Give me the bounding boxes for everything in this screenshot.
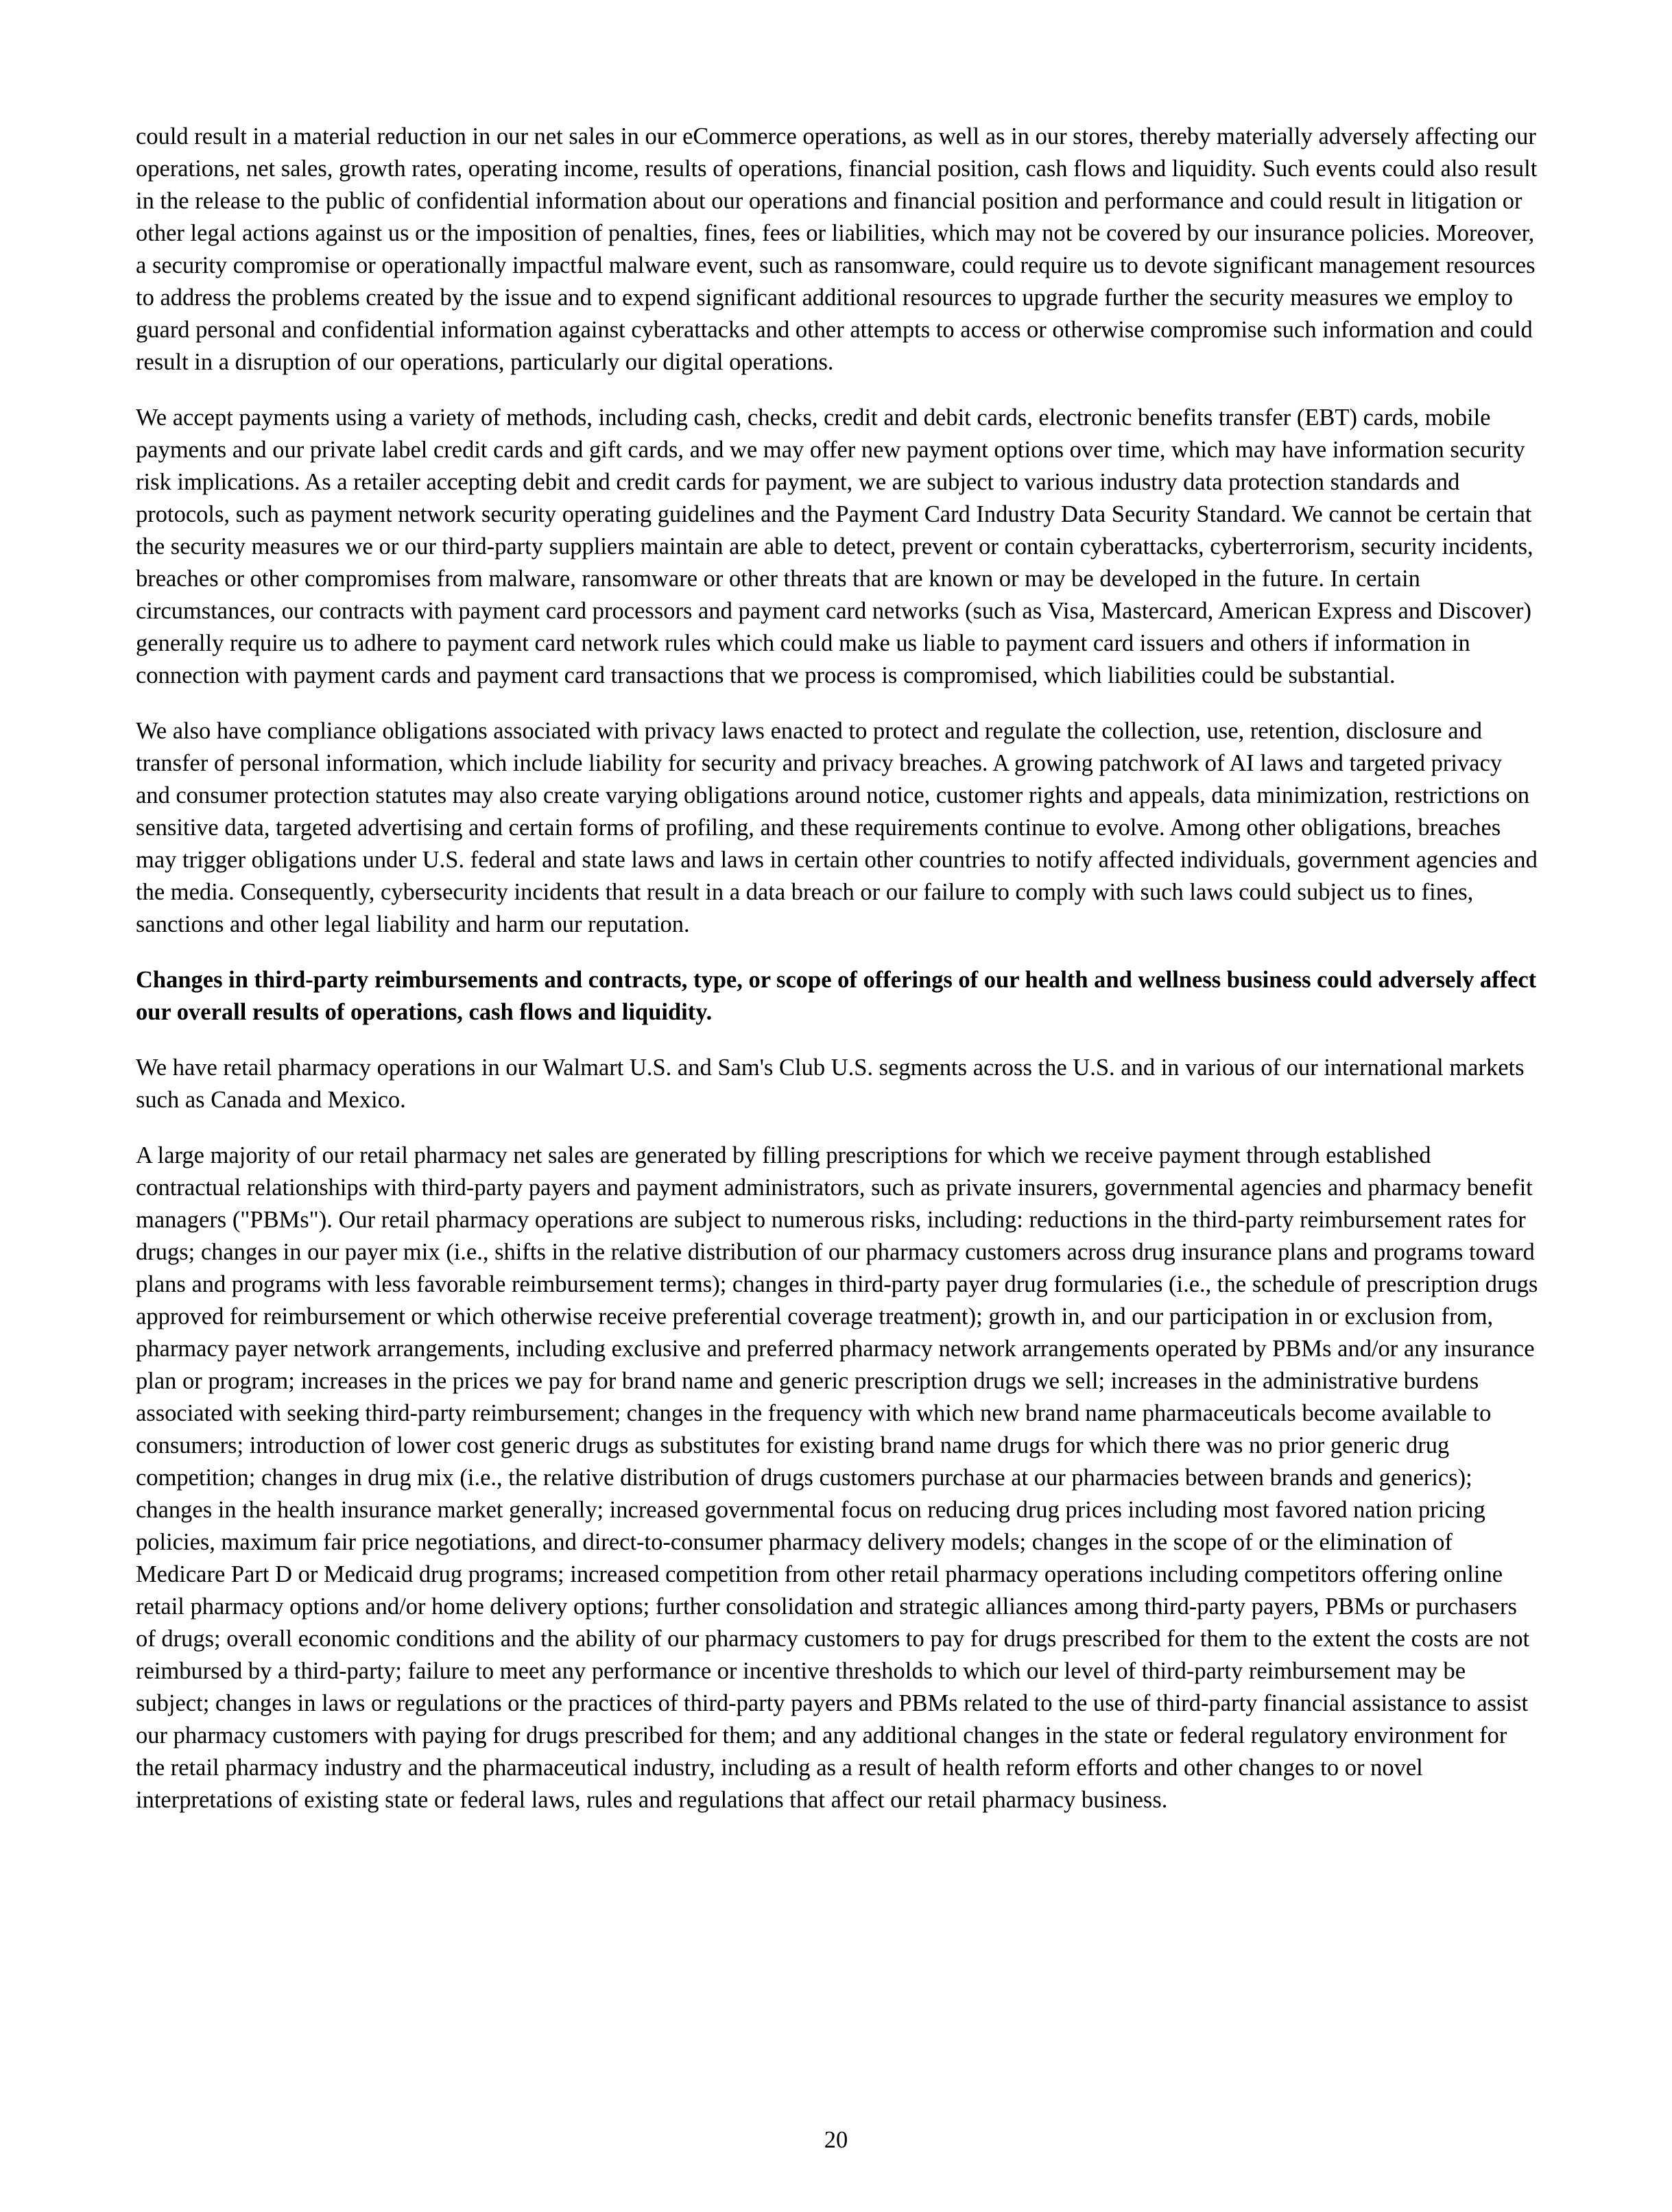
paragraph-pharmacy-risks: A large majority of our retail pharmacy net sales are generated by filling prescriptions for which we receive payment through established contractual relationships with third-party payers and payment administrators, such as private insurers, governmental agencies and pharmacy benefit managers ("PBMs"). Our retail pharmacy operations are subject to numerous risks, including: reductions in the third-party reimbursement rates for drugs; changes in our payer mix (i.e., shifts in the relative distribution of our pharmacy customers across drug insurance plans and programs toward plans and programs with less favorable reimbursement terms); changes in third-party payer drug formularies (i.e., the schedule of prescription drugs approved for reimbursement or which otherwise receive preferential coverage treatment); growth in, and our participation in or exclusion from, pharmacy payer network arrangements, including exclusive and preferred pharmacy network arrangements operated by PBMs and/or any insurance plan or program; increases in the prices we pay for brand name and generic prescription drugs we sell; increases in the administrative burdens associated with seeking third-party reimbursement; changes in the frequency with which new brand name pharmaceuticals become available to consumers; introduction of lower cost generic drugs as substitutes for existing brand name drugs for which there was no prior generic drug competition; changes in drug mix (i.e., the relative distribution of drugs customers purchase at our pharmacies between brands and generics); changes in the health insurance market generally; increased governmental focus on reducing drug prices including most favored nation pricing policies, maximum fair price negotiations, and direct-to-consumer pharmacy delivery models; changes in the scope of or the elimination of Medicare Part D or Medicaid drug programs; increased competition from other retail pharmacy operations including competitors offering online retail pharmacy options and/or home delivery options; further consolidation and strategic alliances among third-party payers, PBMs or purchasers of drugs; overall economic conditions and the ability of our pharmacy customers to pay for drugs prescribed for them to the extent the costs are not reimbursed by a third-party; failure to meet any performance or incentive thresholds to which our level of third-party reimbursement may be subject; changes in laws or regulations or the practices of third-party payers and PBMs related to the use of third-party financial assistance to assist our pharmacy customers with paying for drugs prescribed for them; and any additional changes in the state or federal regulatory environment for the retail pharmacy industry and the pharmaceutical industry, including as a result of health reform efforts and other changes to or novel interpretations of existing state or federal laws, rules and regulations that affect our retail pharmacy business. — [136, 1142, 1538, 1813]
paragraph-retail-pharmacy-operations: We have retail pharmacy operations in our Walmart U.S. and Sam's Club U.S. segments across the U.S. and in various of our international markets such as Canada and Mexico. — [136, 1055, 1525, 1113]
page-number: 20 — [824, 2127, 848, 2153]
paragraph-privacy-compliance: We also have compliance obligations associated with privacy laws enacted to protect and regulate the collection, use, retention, disclosure and transfer of personal information, which include liability for security and privacy breaches. A growing patchwork of AI laws and targeted privacy and consumer protection statutes may also create varying obligations around notice, customer rights and appeals, data minimization, restrictions on sensitive data, targeted advertising and certain forms of profiling, and these requirements continue to evolve. Among other obligations, breaches may trigger obligations under U.S. federal and state laws and laws in certain other countries to notify affected individuals, government agencies and the media. Consequently, cybersecurity incidents that result in a data breach or our failure to comply with such laws could subject us to fines, sanctions and other legal liability and harm our reputation. — [136, 718, 1538, 937]
section-heading-health-wellness: Changes in third-party reimbursements and contracts, type, or scope of offerings of our health and wellness business could adversely affect our overall results of operations, cash flows and liquidity. — [136, 967, 1537, 1025]
document-body — [136, 121, 1539, 1840]
paragraph-payment-methods: We accept payments using a variety of methods, including cash, checks, credit and debit cards, electronic benefits transfer (EBT) cards, mobile payments and our private label credit cards and gift cards, and we may offer new payment options over time, which may have information security risk implications. As a retailer accepting debit and credit cards for payment, we are subject to various industry data protection standards and protocols, such as payment network security operating guidelines and the Payment Card Industry Data Security Standard. We cannot be certain that the security measures we or our third-party suppliers maintain are able to detect, prevent or contain cyberattacks, cyberterrorism, security incidents, breaches or other compromises from malware, ransomware or other threats that are known or may be developed in the future. In certain circumstances, our contracts with payment card processors and payment card networks (such as Visa, Mastercard, American Express and Discover) generally require us to adhere to payment card network rules which could make us liable to payment card issuers and others if information in connection with payment cards and payment card transactions that we process is compromised, which liabilities could be substantial. — [136, 405, 1533, 688]
paragraph-security-compromise: could result in a material reduction in our net sales in our eCommerce operations, as well as in our stores, thereby materially adversely affecting our operations, net sales, growth rates, operating income, results of operations, financial position, cash flows and liquidity. Such events could also result in the release to the public of confidential information about our operations and financial position and performance and could result in litigation or other legal actions against us or the imposition of penalties, fines, fees or liabilities, which may not be covered by our insurance policies. Moreover, a security compromise or operationally impactful malware event, such as ransomware, could require us to devote significant management resources to address the problems created by the issue and to expend significant additional resources to upgrade further the security measures we employ to guard personal and confidential information against cyberattacks and other attempts to access or otherwise compromise such information and could result in a disruption of our operations, particularly our digital operations. — [136, 123, 1538, 375]
